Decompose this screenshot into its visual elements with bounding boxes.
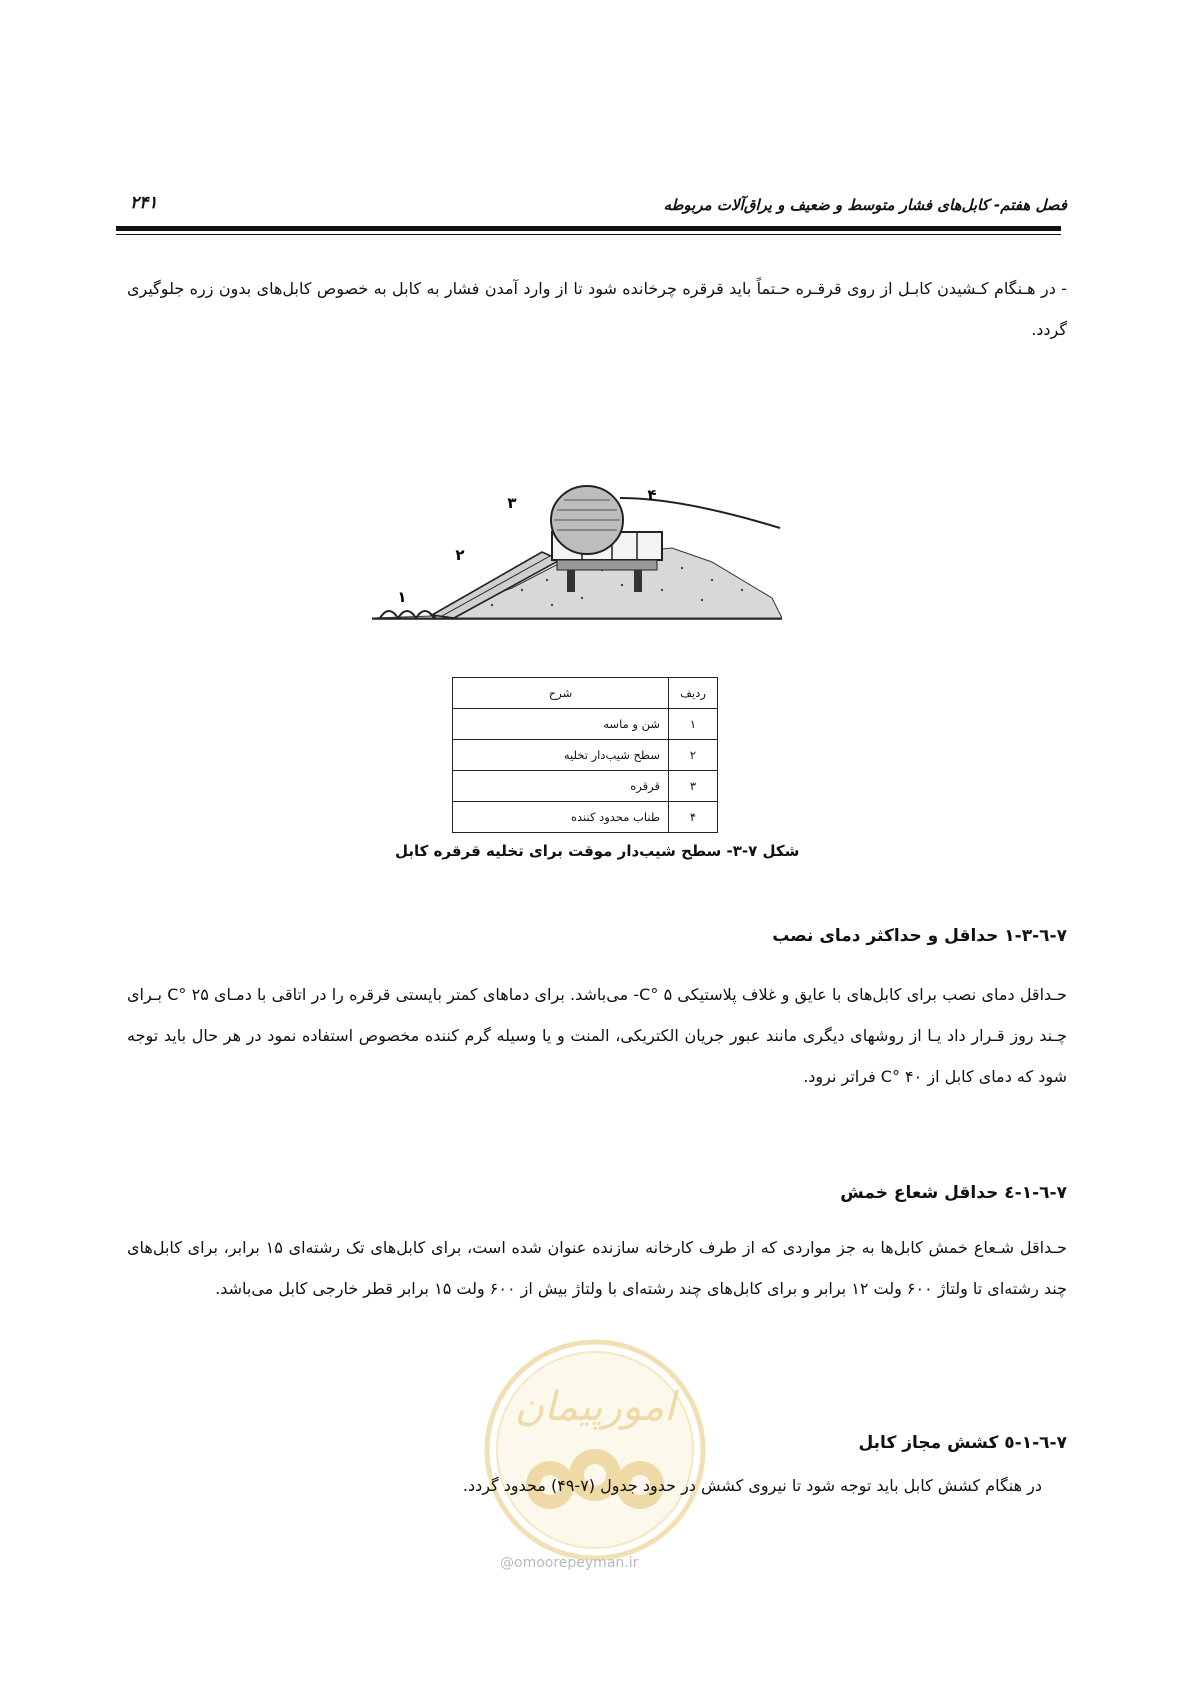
marker-2: ۲ <box>455 546 465 564</box>
cable-drum-ramp-figure <box>372 480 782 630</box>
table-row <box>453 802 718 833</box>
page-number: ۲۴۱ <box>130 193 158 213</box>
table-row <box>453 709 718 740</box>
section-heading-install-temperature: ۷-٦-۱-۳ حداقل و حداکثر دمای نصب <box>772 926 1067 946</box>
chapter-title: فصل هفتم- کابل‌های فشار متوسط و ضعیف و یراق‌آلات مربوطه <box>663 196 1067 214</box>
limiting-rope <box>620 498 780 528</box>
watermark-logo <box>480 1335 710 1565</box>
section-body-bending-radius: حـداقل شـعاع خمش کابل‌ها به جز مواردی که از طرف کارخانه سازنده عنوان شده است، برای کابل‌های تک رشته‌ای ۱۵ برابر، برای کابل‌های چند رشته‌ای تا ولتاژ ۶۰۰ ولت ۱۲ برابر و برای کابل‌های چند رشته‌ای با ولتاژ بیش از ۶۰۰ ولت ۱۵ برابر قطر خارجی کابل می‌باشد. <box>127 1238 1068 1298</box>
table-header-desc: شرح <box>453 678 669 709</box>
table-cell-desc: شن و ماسه <box>453 709 669 740</box>
table-cell-desc: قرقره <box>453 771 669 802</box>
figure-legend-table <box>452 677 718 833</box>
section-heading-allowed-tension: ۷-٦-۱-٥ کشش مجاز کابل <box>858 1433 1067 1453</box>
header-rule-thin <box>116 234 1061 235</box>
table-header-num: ردیف <box>669 678 718 709</box>
table-header-row <box>453 678 718 709</box>
watermark-url: @omoorepeyman.ir <box>500 1555 639 1571</box>
table-cell-num: ۴ <box>669 802 718 833</box>
section-body-install-temperature: حـداقل دمای نصب برای کابل‌های با عایق و غلاف پلاستیکی ‎C°‎ ۵- می‌باشد. برای دماهای کمتر بایستی قرقره را در اتاقی با دمـای ‎C°‎ ۲۵ بـرای چـند روز قـرار داد یـا از روشهای دیگری مانند عبور جریان الکتریکی، المنت و یا وسیله گرم کننده مخصوص استفاده نمود در هر حال باید توجه شود که دمای کابل از ‎C°‎ ۴۰ فراتر نرود. <box>127 985 1068 1086</box>
table-cell-num: ۱ <box>669 709 718 740</box>
marker-4: ۴ <box>647 486 657 504</box>
marker-1: ۱ <box>397 588 407 606</box>
marker-3: ۳ <box>507 494 517 512</box>
table-row <box>453 771 718 802</box>
figure-caption: شکل ۷-۳- سطح شیب‌دار موقت برای تخلیه قرقره کابل <box>395 842 800 860</box>
header-rule <box>116 226 1061 231</box>
intro-paragraph: - در هـنگام کـشیدن کابـل از روی قرقـره حـتماً باید قرقره چرخانده شود تا از وارد آمدن فشار به کابل به خصوص کابل‌های بدون زره جلوگیری گردد. <box>127 279 1067 339</box>
table-cell-desc: طناب محدود کننده <box>453 802 669 833</box>
table-cell-num: ۳ <box>669 771 718 802</box>
section-heading-bending-radius: ۷-٦-۱-٤ حداقل شعاع خمش <box>840 1183 1067 1203</box>
table-cell-desc: سطح شیب‌دار تخلیه <box>453 740 669 771</box>
watermark-logo-text: امورپیمان <box>514 1384 676 1430</box>
table-cell-num: ۲ <box>669 740 718 771</box>
section-body-allowed-tension: در هنگام کشش کابل باید توجه شود تا نیروی کشش در حدود جدول (۷-۴۹) محدود گردد. <box>462 1476 1042 1495</box>
table-row <box>453 740 718 771</box>
